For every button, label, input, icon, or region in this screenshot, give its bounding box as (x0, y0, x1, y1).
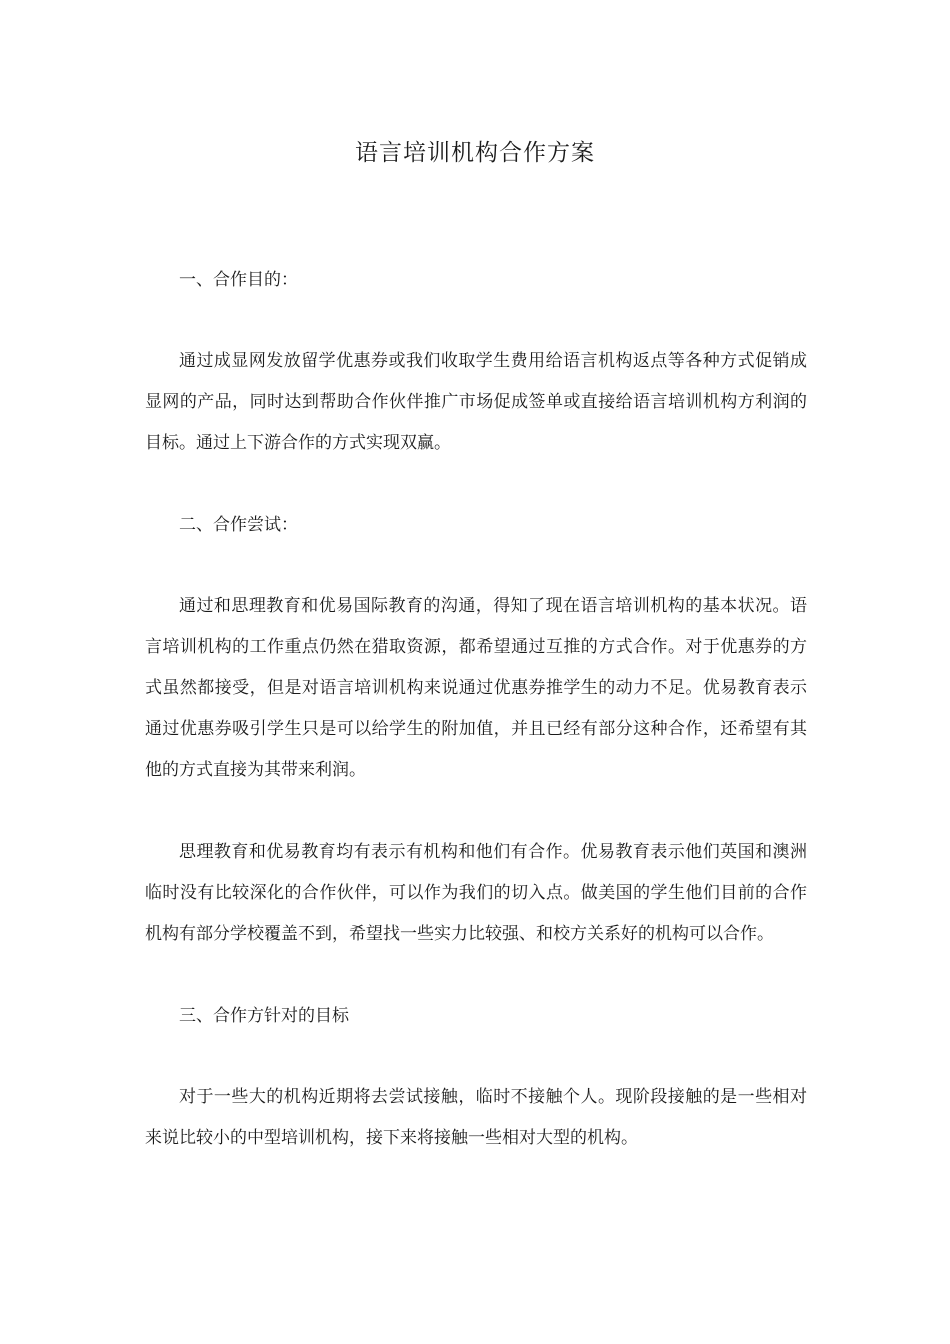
paragraph-purpose: 通过成显网发放留学优惠券或我们收取学生费用给语言机构返点等各种方式促销成显网的产品，同时达到帮助合作伙伴推广市场促成签单或直接给语言培训机构方利润的目标。通过上下游合作的方式实现双赢。 (145, 351, 807, 453)
section-heading-purpose: 一、合作目的： (179, 270, 298, 290)
paragraph-attempt-2: 思理教育和优易教育均有表示有机构和他们有合作。优易教育表示他们英国和澳洲临时没有比较深化的合作伙伴，可以作为我们的切入点。做美国的学生他们目前的合作机构有部分学校覆盖不到，希望找一些实力比较强、和校方关系好的机构可以合作。 (145, 842, 807, 944)
document-title: 语言培训机构合作方案 (355, 140, 595, 166)
document-body (145, 260, 807, 1159)
paragraph-attempt-1: 通过和思理教育和优易国际教育的沟通，得知了现在语言培训机构的基本状况。语言培训机构的工作重点仍然在猎取资源，都希望通过互推的方式合作。对于优惠券的方式虽然都接受，但是对语言培训机构来说通过优惠券推学生的动力不足。优易教育表示通过优惠券吸引学生只是可以给学生的附加值，并且已经有部分这种合作，还希望有其他的方式直接为其带来利润。 (145, 596, 807, 780)
section-heading-target: 三、合作方针对的目标 (179, 1006, 349, 1026)
section-heading-attempt: 二、合作尝试： (179, 515, 298, 535)
paragraph-target: 对于一些大的机构近期将去尝试接触，临时不接触个人。现阶段接触的是一些相对来说比较小的中型培训机构，接下来将接触一些相对大型的机构。 (145, 1087, 807, 1148)
